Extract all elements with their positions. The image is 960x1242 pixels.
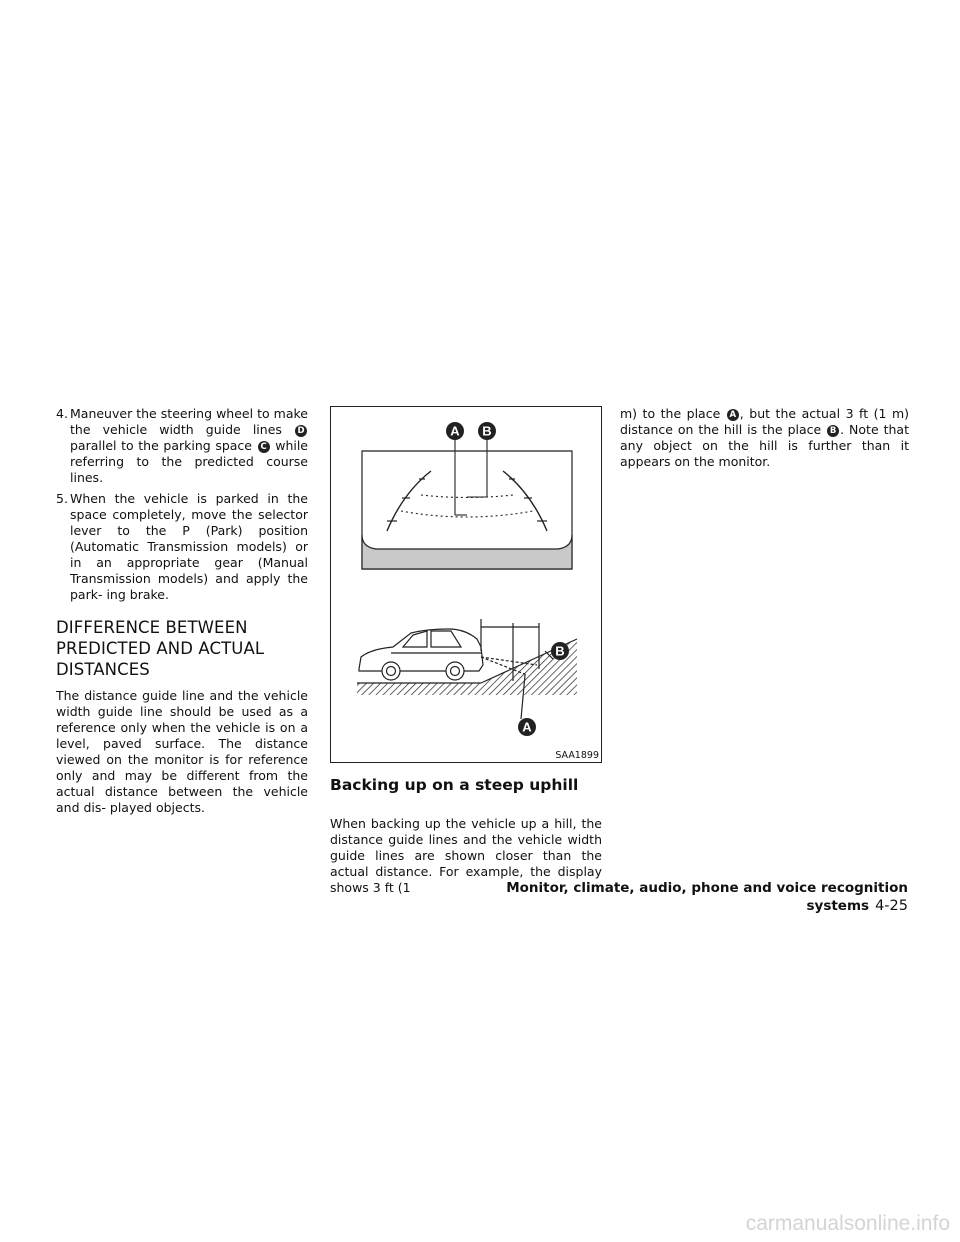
section-heading: DIFFERENCE BETWEEN PREDICTED AND ACTUAL DISTANCES <box>56 618 265 679</box>
marker-d-icon: D <box>295 425 307 437</box>
body-text: m) to the place <box>620 406 726 421</box>
step-number: 4. <box>56 406 68 421</box>
step-text: Maneuver the steering wheel to make the vehicle width guide lines <box>70 406 308 437</box>
svg-text:A: A <box>522 719 532 735</box>
subsection-body-1: When backing up the vehicle up a hill, the distance guide lines and the vehicle width guide lines are shown closer than the actual distance. For example, the display shows 3 ft (1 <box>330 815 602 895</box>
section-body: The distance guide line and the vehicle width guide line should be used as a reference only when the vehicle is on a level, paved surface. The distance viewed on the monitor is for reference only and may be different from the actual distance between the vehicle and dis- played objects. <box>56 688 308 815</box>
monitor-screen <box>362 437 572 569</box>
marker-b-icon: B <box>827 425 839 437</box>
watermark: carmanualsonline.info <box>745 1212 950 1235</box>
step-5 <box>56 491 308 603</box>
subsection-heading: Backing up on a steep uphill <box>330 776 579 794</box>
figure-illustration <box>331 407 601 762</box>
svg-text:B: B <box>555 643 565 659</box>
figure-code: SAA1899 <box>555 750 599 761</box>
page-footer <box>452 879 908 915</box>
svg-text:B: B <box>482 423 492 439</box>
car-illustration <box>357 619 577 719</box>
label-b-icon <box>478 422 496 440</box>
page-number: 4-25 <box>875 898 908 914</box>
label-a2-icon <box>518 718 536 736</box>
step-number: 5. <box>56 491 68 506</box>
footer-section-title: Monitor, climate, audio, phone and voice recognition systems <box>506 880 908 914</box>
figure-backing-uphill <box>330 406 602 763</box>
left-column <box>56 406 308 816</box>
label-a-icon <box>446 422 464 440</box>
step-text: while referring to the predicted course lines. <box>70 438 309 485</box>
right-column <box>620 406 909 470</box>
step-text: parallel to the parking space <box>70 438 257 453</box>
svg-text:A: A <box>450 423 460 439</box>
label-b2-icon <box>551 642 569 660</box>
subsection-body-2 <box>620 406 909 470</box>
step-4 <box>56 406 308 486</box>
body-text: , but the actual 3 ft (1 m) distance on the hill is the place <box>620 406 910 437</box>
body-text: . Note that any object on the hill is further than it appears on the monitor. <box>620 422 909 469</box>
marker-a-icon: A <box>727 409 739 421</box>
marker-c-icon: C <box>258 441 270 453</box>
step-text: When the vehicle is parked in the space completely, move the selector lever to the P (Park) position (Automatic Transmission models) or in an appropriate gear (Manual Transmission models) and apply the park- ing brake. <box>70 491 308 602</box>
